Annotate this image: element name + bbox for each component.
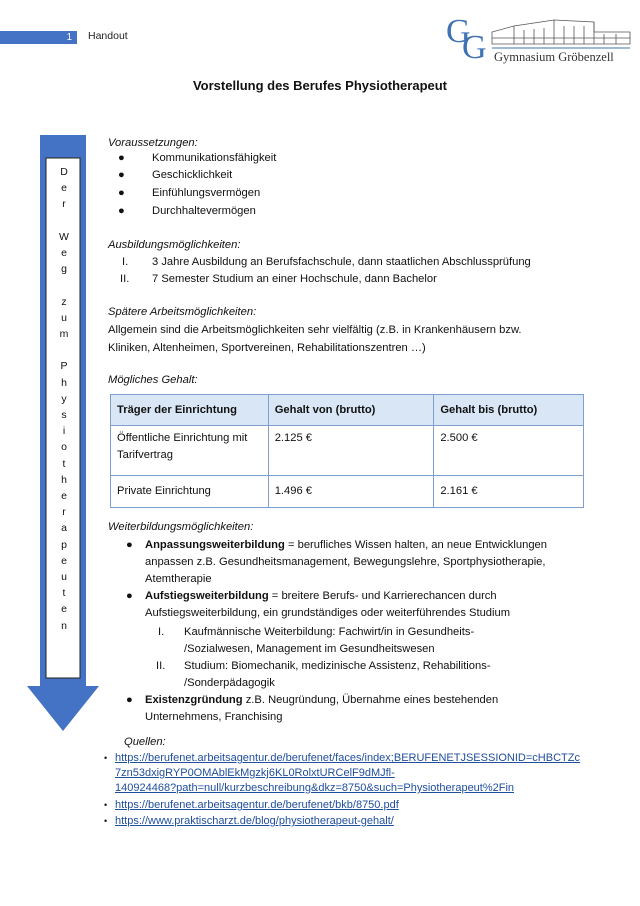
source-link-1-cont[interactable]: 140924468?path=null/kurzbeschreibung&dkz=8750&such=Physiotherapeut%2Fin: [115, 782, 515, 794]
list-number: I.: [158, 626, 165, 638]
salary-table: [110, 394, 584, 508]
arbeit-line: Kliniken, Altenheimen, Sportvereinen, Rehabilitationszentren …): [108, 342, 426, 354]
source-link-2[interactable]: https://berufenet.arbeitsagentur.de/berufenet/bkb/8750.pdf: [115, 799, 399, 811]
arrow-letter: o: [61, 441, 67, 454]
column-header: Träger der Einrichtung: [111, 395, 269, 426]
table-cell: 1.496 €: [268, 476, 434, 508]
weiterbildung-list: [118, 539, 598, 729]
bullet-icon: ●: [118, 205, 125, 217]
bullet-icon: •: [104, 753, 108, 763]
svg-text:G: G: [462, 29, 487, 66]
list-item: Kommunikationsfähigkeit: [152, 152, 277, 164]
arrow-letter: e: [61, 490, 67, 502]
heading-quellen: Quellen:: [124, 736, 166, 748]
arrow-letter: e: [61, 182, 67, 195]
arrow-letter: e: [61, 247, 67, 259]
table-cell: Öffentliche Einrichtung mit Tarifvertrag: [111, 426, 269, 476]
arrow-letter: h: [61, 376, 67, 389]
page-number: 1: [66, 32, 72, 43]
school-logo: [444, 8, 634, 68]
list-item: Einfühlungsvermögen: [152, 187, 261, 199]
table-row: [111, 476, 584, 508]
sources-list: [104, 752, 624, 832]
svg-text:G: G: [446, 13, 471, 50]
heading-gehalt: Mögliches Gehalt:: [108, 374, 198, 386]
arrow-letter: s: [61, 409, 67, 421]
school-name: Gymnasium Gröbenzell: [494, 50, 614, 64]
column-header: Gehalt bis (brutto): [434, 395, 584, 426]
source-link-1-cont[interactable]: 7zn53dxigRYP0OMAblEkMgzkj6KL0RolxtURCelF9dMJfl-: [115, 767, 395, 779]
arrow-letter: a: [61, 522, 67, 535]
table-cell: 2.125 €: [268, 426, 434, 476]
arbeit-line: Allgemein sind die Arbeitsmöglichkeiten sehr vielfältig (z.B. in Krankenhäusern bzw.: [108, 324, 522, 336]
arrow-letter: r: [62, 506, 66, 519]
list-item: Existenzgründung z.B. Neugründung, Übernahme eines bestehenden: [145, 694, 499, 706]
list-number: II.: [120, 273, 130, 285]
list-item: Anpassungsweiterbildung = berufliches Wissen halten, an neue Entwicklungen: [145, 539, 547, 551]
arrow-letter: y: [61, 392, 67, 405]
table-row: [111, 426, 584, 476]
voraussetzungen-list: [118, 152, 518, 232]
bullet-icon: ●: [126, 694, 133, 706]
arrow-letter: m: [59, 328, 69, 340]
sub-item-line: Kaufmännische Weiterbildung: Fachwirt/in in Gesundheits-: [184, 626, 475, 638]
heading-arbeit: Spätere Arbeitsmöglichkeiten:: [108, 306, 257, 318]
arrow-letter: h: [61, 473, 67, 486]
arrow-letter: t: [62, 587, 66, 600]
sub-item-line: /Sonderpädagogik: [184, 677, 275, 689]
bullet-icon: ●: [118, 169, 125, 181]
bullet-icon: ●: [118, 187, 125, 199]
bullet-icon: •: [104, 800, 108, 810]
arrow-letter: e: [61, 554, 67, 567]
table-header-row: [111, 395, 584, 426]
list-item-line: Aufstiegsweiterbildung, ein grundständiges oder weiterführendes Studium: [145, 607, 511, 619]
arrow-letter: t: [62, 457, 66, 470]
bullet-icon: ●: [126, 539, 133, 551]
arrow-letter: g: [61, 263, 67, 276]
table-cell: 2.500 €: [434, 426, 584, 476]
arrow-letter: e: [61, 603, 67, 616]
list-item: Aufstiegsweiterbildung = breitere Berufs- und Karrierechancen durch: [145, 590, 497, 602]
arrow-letter: p: [61, 538, 67, 551]
page-title: Vorstellung des Berufes Physiotherapeut: [192, 78, 448, 93]
sub-item-line: /Sozialwesen, Management im Gesundheitswesen: [184, 643, 435, 655]
arrow-letter: r: [62, 198, 66, 211]
table-cell: 2.161 €: [434, 476, 584, 508]
arrow-letter: z: [61, 295, 67, 308]
arrow-letter: i: [62, 425, 66, 438]
source-link-3[interactable]: https://www.praktischarzt.de/blog/physiotherapeut-gehalt/: [115, 815, 394, 827]
table-cell: Private Einrichtung: [111, 476, 269, 508]
list-item: Geschicklichkeit: [152, 169, 233, 181]
source-link-1[interactable]: https://berufenet.arbeitsagentur.de/berufenet/faces/index;BERUFENETJSESSIONID=cHBCTZc: [115, 752, 580, 764]
arrow-letter: u: [61, 311, 67, 324]
bullet-icon: •: [104, 816, 108, 826]
sub-item-line: Studium: Biomechanik, medizinische Assistenz, Rehabilitions-: [184, 660, 491, 672]
list-number: II.: [156, 660, 166, 672]
list-item: 3 Jahre Ausbildung an Berufsfachschule, dann staatlichen Abschlussprüfung: [152, 256, 531, 268]
arrow-letter: W: [59, 230, 69, 243]
list-item-line: Atemtherapie: [145, 573, 212, 585]
list-item-line: Unternehmens, Franchising: [145, 711, 283, 723]
arrow-letter: n: [61, 619, 67, 632]
heading-weiterbildung: Weiterbildungsmöglichkeiten:: [108, 521, 254, 533]
arrow-letter: u: [61, 571, 67, 583]
bullet-icon: ●: [126, 590, 133, 602]
list-item: Durchhaltevermögen: [152, 205, 256, 217]
heading-ausbildung: Ausbildungsmöglichkeiten:: [108, 239, 241, 251]
arrow-letter: P: [60, 360, 68, 373]
column-header: Gehalt von (brutto): [268, 395, 434, 426]
list-item: 7 Semester Studium an einer Hochschule, dann Bachelor: [152, 273, 437, 285]
bullet-icon: ●: [118, 152, 125, 164]
handout-label: Handout: [88, 30, 128, 42]
list-number: I.: [122, 256, 129, 268]
ausbildung-list: [118, 256, 588, 296]
arrow-letter: D: [60, 166, 68, 178]
heading-voraussetzungen: Voraussetzungen:: [108, 137, 198, 149]
list-item-line: anpassen z.B. Gesundheitsmanagement, Bewegungslehre, Sportphysiotherapie,: [145, 556, 546, 568]
